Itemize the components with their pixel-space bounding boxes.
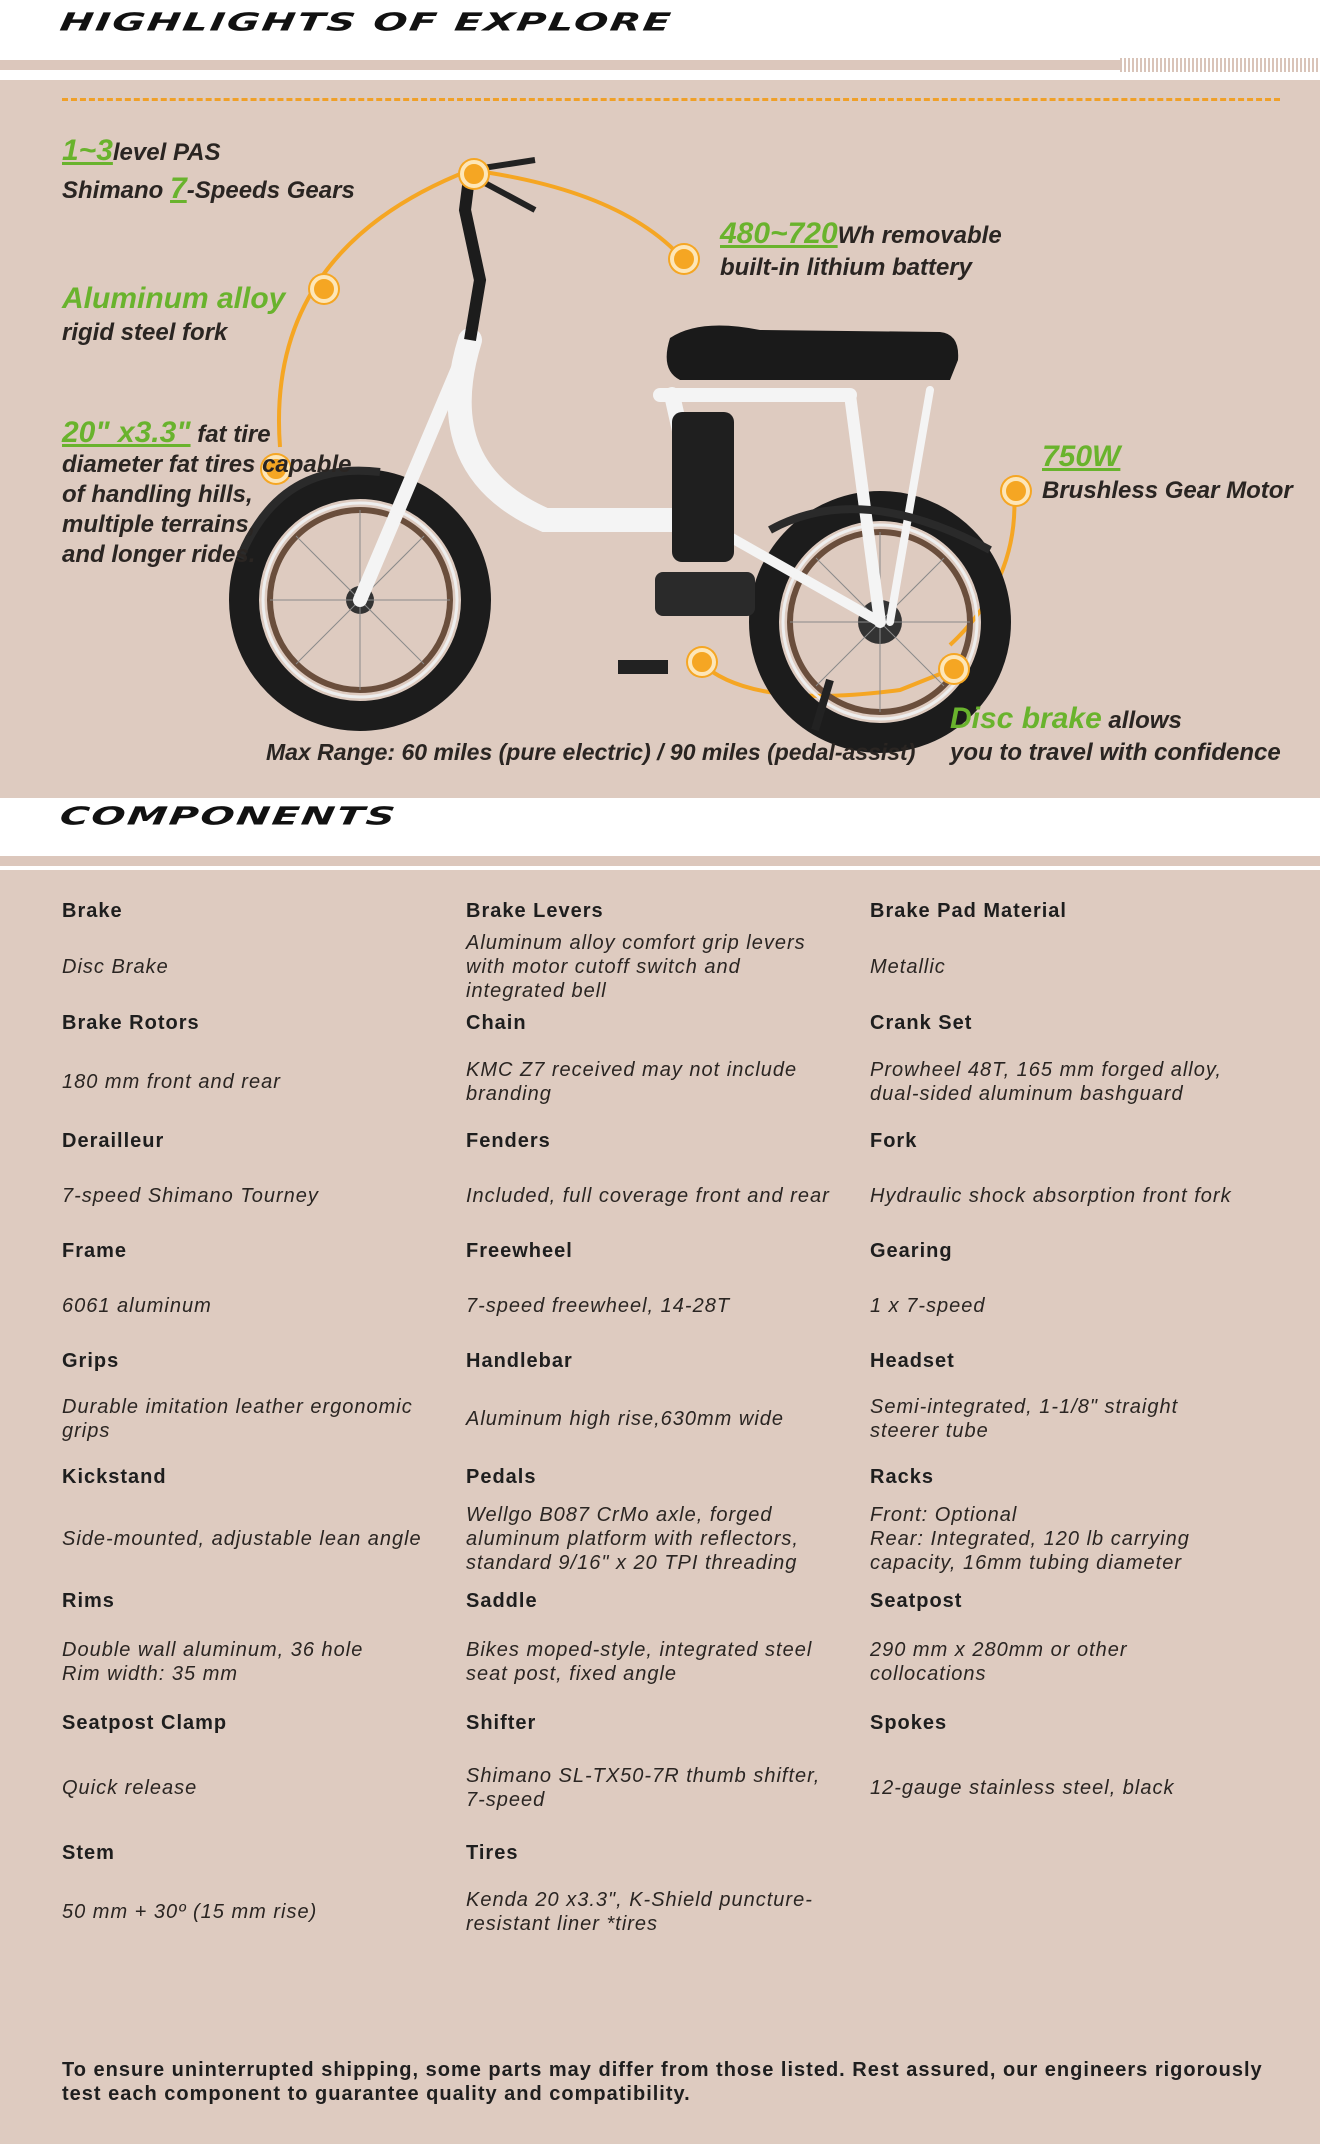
spec-value: [870, 1872, 1274, 1952]
components-header: [0, 798, 1320, 878]
motor-housing: [655, 572, 755, 616]
spec-label: Brake: [62, 899, 123, 922]
spec-cell: [62, 892, 466, 1004]
fork-line2: rigid steel fork: [62, 318, 228, 346]
spec-cell: [870, 1122, 1274, 1232]
battery-unit: Wh removable: [837, 222, 1002, 249]
spec-cell: [62, 1004, 466, 1122]
battery-capacity: 480~720: [720, 217, 838, 250]
motor-line2: Brushless Gear Motor: [1042, 476, 1293, 504]
spec-value: Disc Brake: [62, 956, 169, 978]
spec-value: Kenda 20 x3.3", K-Shield puncture- resistant liner *tires: [466, 1889, 813, 1935]
pas-range: 1~3: [62, 134, 113, 167]
spec-label: Seatpost: [870, 1589, 963, 1612]
title-rule: [0, 856, 1320, 866]
spec-cell: [466, 1122, 870, 1232]
brake-name: Disc brake: [950, 702, 1102, 735]
spec-cell: [466, 1704, 870, 1834]
tire-size: 20" x3.3": [62, 416, 191, 449]
spec-label: Tires: [466, 1841, 519, 1864]
spec-value: Front: Optional Rear: Integrated, 120 lb carrying capacity, 16mm tubing diameter: [870, 1504, 1190, 1574]
tire-line4: multiple terrains,: [62, 511, 256, 538]
spec-value: Metallic: [870, 956, 946, 978]
components-title: COMPONENTS: [57, 802, 399, 831]
callout-arc-top: [470, 170, 682, 258]
spec-label: Gearing: [870, 1239, 953, 1262]
brake-callout: [950, 700, 1281, 768]
spec-value: Aluminum alloy comfort grip levers with motor cutoff switch and integrated bell: [466, 932, 806, 1002]
spec-cell: [870, 1704, 1274, 1834]
spec-label: Fork: [870, 1129, 918, 1152]
spec-value: Double wall aluminum, 36 hole Rim width: 35 mm: [62, 1639, 364, 1685]
spec-value: 7-speed Shimano Tourney: [62, 1185, 319, 1207]
spec-cell: [870, 1458, 1274, 1582]
pedal: [618, 660, 668, 674]
callout-dot-battery: [670, 245, 698, 273]
motor-callout: [1042, 438, 1293, 506]
spec-label: Shifter: [466, 1711, 537, 1734]
spec-value: Included, full coverage front and rear: [466, 1185, 830, 1207]
seat: [667, 326, 959, 381]
spec-cell: [466, 1458, 870, 1582]
spec-label: Chain: [466, 1011, 527, 1034]
spec-cell: [466, 1834, 870, 1952]
spec-label: Freewheel: [466, 1239, 573, 1262]
tire-suffix: fat tire: [190, 421, 271, 448]
spec-label: Fenders: [466, 1129, 551, 1152]
stem: [465, 170, 480, 340]
spec-label: Racks: [870, 1465, 934, 1488]
title-stripes: [1120, 58, 1320, 72]
spec-cell: [62, 1458, 466, 1582]
pas-callout: [62, 132, 355, 207]
spec-cell: [466, 892, 870, 1004]
callout-dot-motor: [1002, 477, 1030, 505]
spec-label: Brake Rotors: [62, 1011, 200, 1034]
spec-value: 50 mm + 30º (15 mm rise): [62, 1901, 318, 1923]
spec-cell: [466, 1342, 870, 1458]
components-panel: [0, 870, 1320, 2144]
spec-label: Handlebar: [466, 1349, 573, 1372]
battery-line2: built-in lithium battery: [720, 253, 972, 281]
spec-cell: [62, 1232, 466, 1342]
gears-prefix: Shimano: [62, 176, 171, 204]
spec-cell: [870, 1232, 1274, 1342]
spec-cell: [466, 1232, 870, 1342]
spec-value: 1 x 7-speed: [870, 1295, 986, 1317]
spec-label: Spokes: [870, 1711, 948, 1734]
spec-value: Bikes moped-style, integrated steel seat post, fixed angle: [466, 1639, 813, 1685]
spec-cell: [62, 1122, 466, 1232]
spec-label: Rims: [62, 1589, 115, 1612]
spec-cell: [870, 1342, 1274, 1458]
spec-value: 6061 aluminum: [62, 1295, 212, 1317]
spec-label: Saddle: [466, 1589, 538, 1612]
spec-cell: [870, 1834, 1274, 1952]
spec-label: Brake Levers: [466, 899, 604, 922]
motor-power: 750W: [1042, 440, 1121, 473]
spec-cell: [466, 1582, 870, 1704]
tire-line3: of handling hills,: [62, 481, 253, 508]
spec-grid: [62, 892, 1292, 1952]
spec-label: Seatpost Clamp: [62, 1711, 228, 1734]
spec-value: Shimano SL-TX50-7R thumb shifter, 7-speed: [466, 1765, 821, 1811]
brake-line2: you to travel with confidence: [950, 738, 1281, 766]
spec-label: Grips: [62, 1349, 120, 1372]
spec-cell: [466, 1004, 870, 1122]
highlights-title: HIGHLIGHTS OF EXPLORE: [57, 8, 675, 37]
spec-cell: [62, 1704, 466, 1834]
spec-value: Hydraulic shock absorption front fork: [870, 1185, 1232, 1207]
spec-label: Brake Pad Material: [870, 899, 1067, 922]
spec-label: Derailleur: [62, 1129, 165, 1152]
spec-value: Durable imitation leather ergonomic grips: [62, 1396, 413, 1442]
spec-cell: [62, 1582, 466, 1704]
spec-value: Side-mounted, adjustable lean angle: [62, 1528, 422, 1550]
highlights-header: [0, 0, 1320, 80]
spec-label: Stem: [62, 1841, 115, 1864]
max-range: Max Range: 60 miles (pure electric) / 90 miles (pedal-assist): [266, 739, 916, 765]
spec-cell: [62, 1834, 466, 1952]
spec-cell: [870, 892, 1274, 1004]
callout-dot-crank: [688, 648, 716, 676]
spec-cell: [870, 1582, 1274, 1704]
spec-value: 180 mm front and rear: [62, 1071, 281, 1093]
battery-callout: [720, 215, 1002, 283]
spec-value: KMC Z7 received may not include branding: [466, 1059, 798, 1105]
spec-value: 290 mm x 280mm or other collocations: [870, 1639, 1128, 1685]
spec-label: Headset: [870, 1349, 955, 1372]
tire-callout: [62, 418, 351, 570]
spec-label: Pedals: [466, 1465, 537, 1488]
spec-value: Aluminum high rise,630mm wide: [466, 1408, 785, 1430]
callout-dot-fork: [310, 275, 338, 303]
pas-text: level PAS: [112, 139, 221, 166]
tire-line2: diameter fat tires capable: [62, 451, 352, 478]
brake-suffix: allows: [1101, 707, 1182, 734]
tire-line5: and longer rides.: [62, 541, 256, 568]
spec-value: Semi-integrated, 1-1/8" straight steerer tube: [870, 1396, 1179, 1442]
spec-value: Quick release: [62, 1777, 198, 1799]
spec-cell: [62, 1342, 466, 1458]
highlights-panel: [0, 80, 1320, 798]
spec-label: Kickstand: [62, 1465, 167, 1488]
spec-cell: [870, 1004, 1274, 1122]
callout-dot-brake: [940, 655, 968, 683]
spec-value: 12-gauge stainless steel, black: [870, 1777, 1175, 1799]
gears-num: 7: [170, 171, 187, 205]
spec-value: Prowheel 48T, 165 mm forged alloy, dual-sided aluminum bashguard: [870, 1059, 1222, 1105]
fork-line1: Aluminum alloy: [62, 282, 286, 315]
spec-value: Wellgo B087 CrMo axle, forged aluminum platform with reflectors, standard 9/16" x 20 TPI threading: [466, 1504, 799, 1574]
spec-label: Frame: [62, 1239, 128, 1262]
spec-label: Crank Set: [870, 1011, 973, 1034]
callout-dot-pas: [460, 160, 488, 188]
battery-pack: [672, 412, 734, 562]
spec-label: [870, 1834, 1274, 1872]
footer-note: To ensure uninterrupted shipping, some parts may differ from those listed. Rest assured, our engineers rigorously test each component to guarantee quality and compatibility.: [62, 2059, 1263, 2105]
fork-callout: [62, 280, 285, 348]
spec-value: 7-speed freewheel, 14-28T: [466, 1295, 731, 1317]
gears-suffix: -Speeds Gears: [186, 176, 355, 204]
